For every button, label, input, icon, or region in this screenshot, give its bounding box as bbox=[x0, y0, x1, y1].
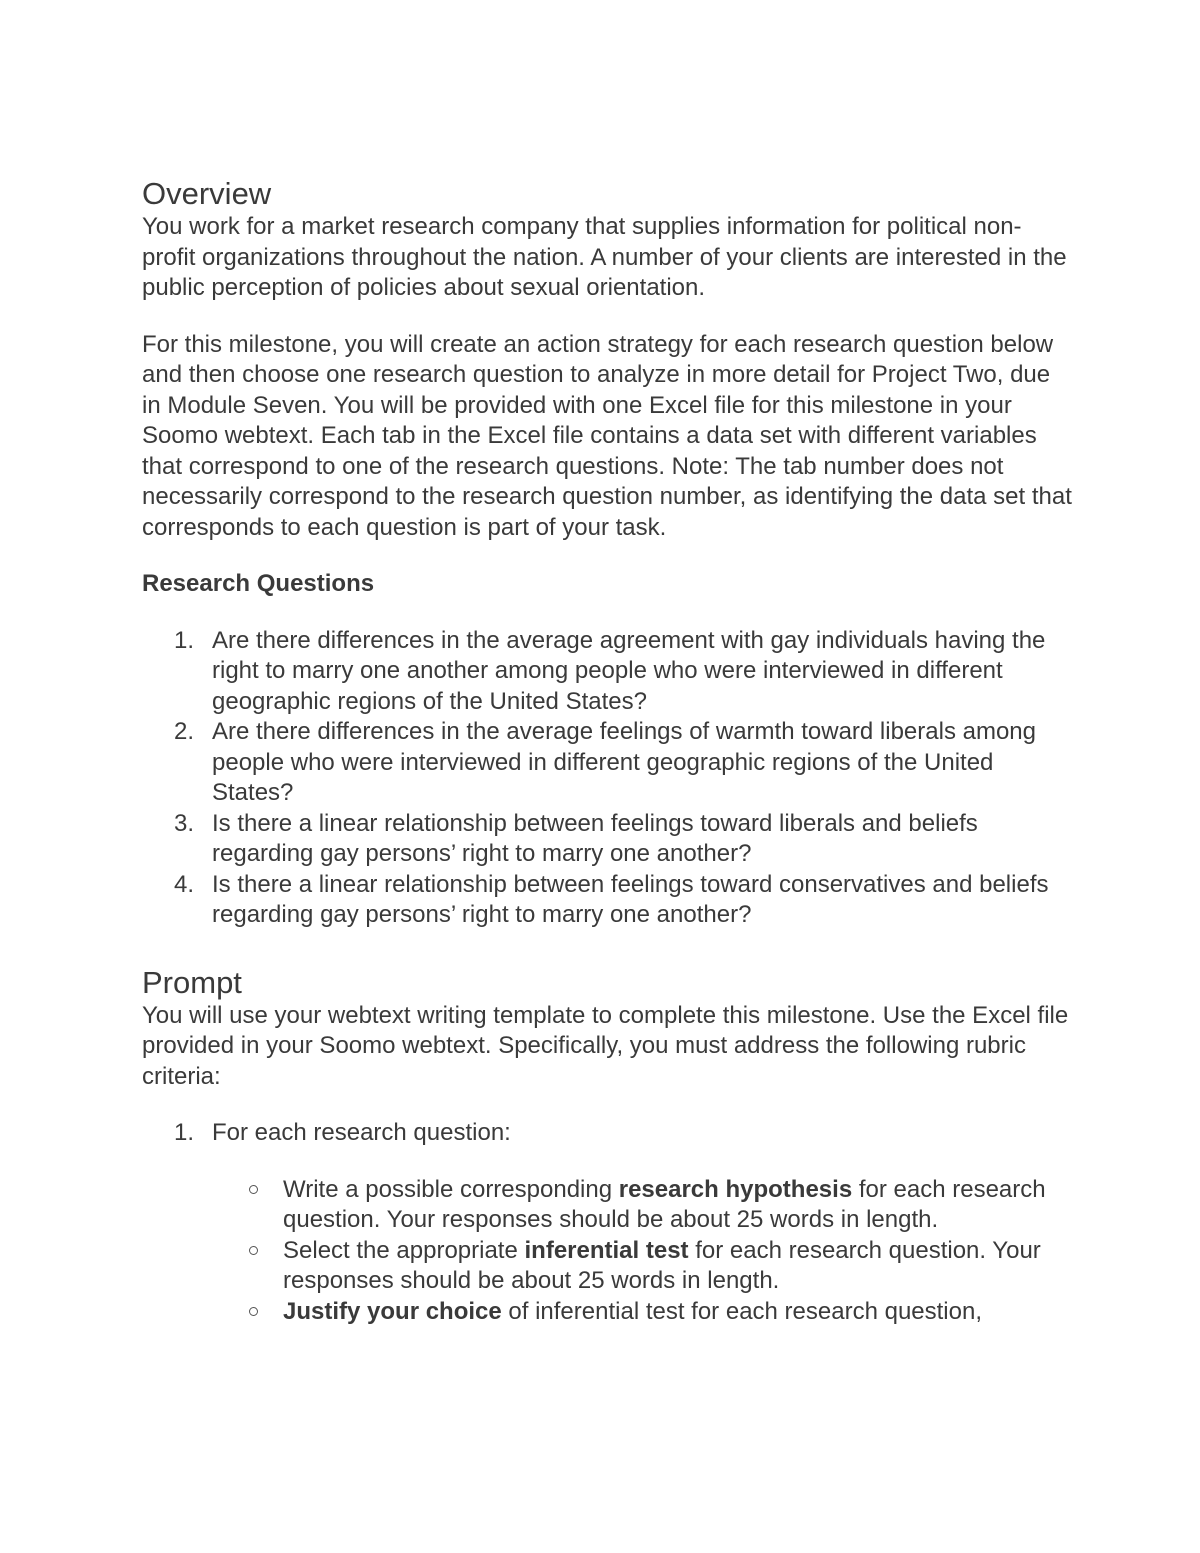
sublist-text-bold: inferential test bbox=[524, 1236, 689, 1264]
overview-heading: Overview bbox=[142, 176, 272, 211]
list-number: 1. bbox=[174, 1119, 195, 1146]
list-item bbox=[142, 809, 1072, 870]
list-item bbox=[142, 717, 1072, 809]
research-questions-list bbox=[142, 626, 1072, 931]
list-item-text: For each research question: bbox=[212, 1119, 511, 1146]
sublist-item bbox=[142, 1236, 1072, 1297]
list-number: 1. bbox=[174, 626, 195, 654]
sublist-text-bold: research hypothesis bbox=[618, 1175, 853, 1203]
list-item bbox=[142, 870, 1072, 931]
prompt-heading: Prompt bbox=[142, 964, 242, 1000]
criteria-sublist bbox=[142, 1175, 1072, 1328]
sublist-text-bold: Justify your choice bbox=[283, 1297, 502, 1325]
sublist-text-post: for each research question. Your responses should be about 25 words in length. bbox=[283, 1175, 1046, 1233]
list-item bbox=[142, 626, 1072, 718]
overview-paragraph-1: You work for a market research company that supplies information for political non-profit organizations throughout the nation. A number of your clients are interested in the public perception of policies about sexual orientation. bbox=[142, 213, 1067, 301]
criteria-list bbox=[142, 1118, 1072, 1149]
circle-bullet-icon bbox=[249, 1185, 258, 1194]
sublist-text-pre: Select the appropriate bbox=[283, 1236, 525, 1264]
list-number: 4. bbox=[174, 870, 195, 898]
sublist-item bbox=[142, 1297, 1072, 1328]
list-number: 2. bbox=[174, 718, 195, 745]
sublist-text-post: of inferential test for each research question, bbox=[501, 1297, 983, 1325]
sublist-text-post: for each research question. Your responses should be about 25 words in length. bbox=[283, 1236, 1041, 1294]
document-page bbox=[142, 176, 1072, 1327]
circle-bullet-icon bbox=[249, 1246, 258, 1255]
research-questions-heading: Research Questions bbox=[142, 570, 375, 597]
list-item-text: Are there differences in the average feelings of warmth toward liberals among people who were interviewed in different geographic regions of the United States? bbox=[212, 718, 1037, 806]
overview-paragraph-2: For this milestone, you will create an action strategy for each research question below and then choose one research question to analyze in more detail for Project Two, due in Module Seven. You will be provided with one Excel file for this milestone in your Soomo webtext. Each tab in the Excel file contains a data set with different variables that correspond to one of the research questions. Note: The tab number does not necessarily correspond to the research question number, as identifying the data set that corresponds to each question is part of your task. bbox=[142, 330, 1072, 541]
sublist-text-pre: Write a possible corresponding bbox=[283, 1175, 619, 1203]
prompt-paragraph: You will use your webtext writing template to complete this milestone. Use the Excel file provided in your Soomo webtext. Specifically, you must address the following rubric criteria: bbox=[142, 1001, 1069, 1090]
list-item-text: Are there differences in the average agreement with gay individuals having the right to marry one another among people who were interviewed in different geographic regions of the United States? bbox=[212, 626, 1046, 715]
sublist-item bbox=[142, 1175, 1072, 1236]
circle-bullet-icon bbox=[249, 1307, 258, 1316]
list-number: 3. bbox=[174, 809, 195, 837]
list-item bbox=[142, 1118, 1072, 1149]
list-item-text: Is there a linear relationship between feelings toward conservatives and beliefs regarding gay persons’ right to marry one another? bbox=[212, 870, 1049, 928]
list-item-text: Is there a linear relationship between feelings toward liberals and beliefs regarding gay persons’ right to marry one another? bbox=[212, 809, 978, 867]
